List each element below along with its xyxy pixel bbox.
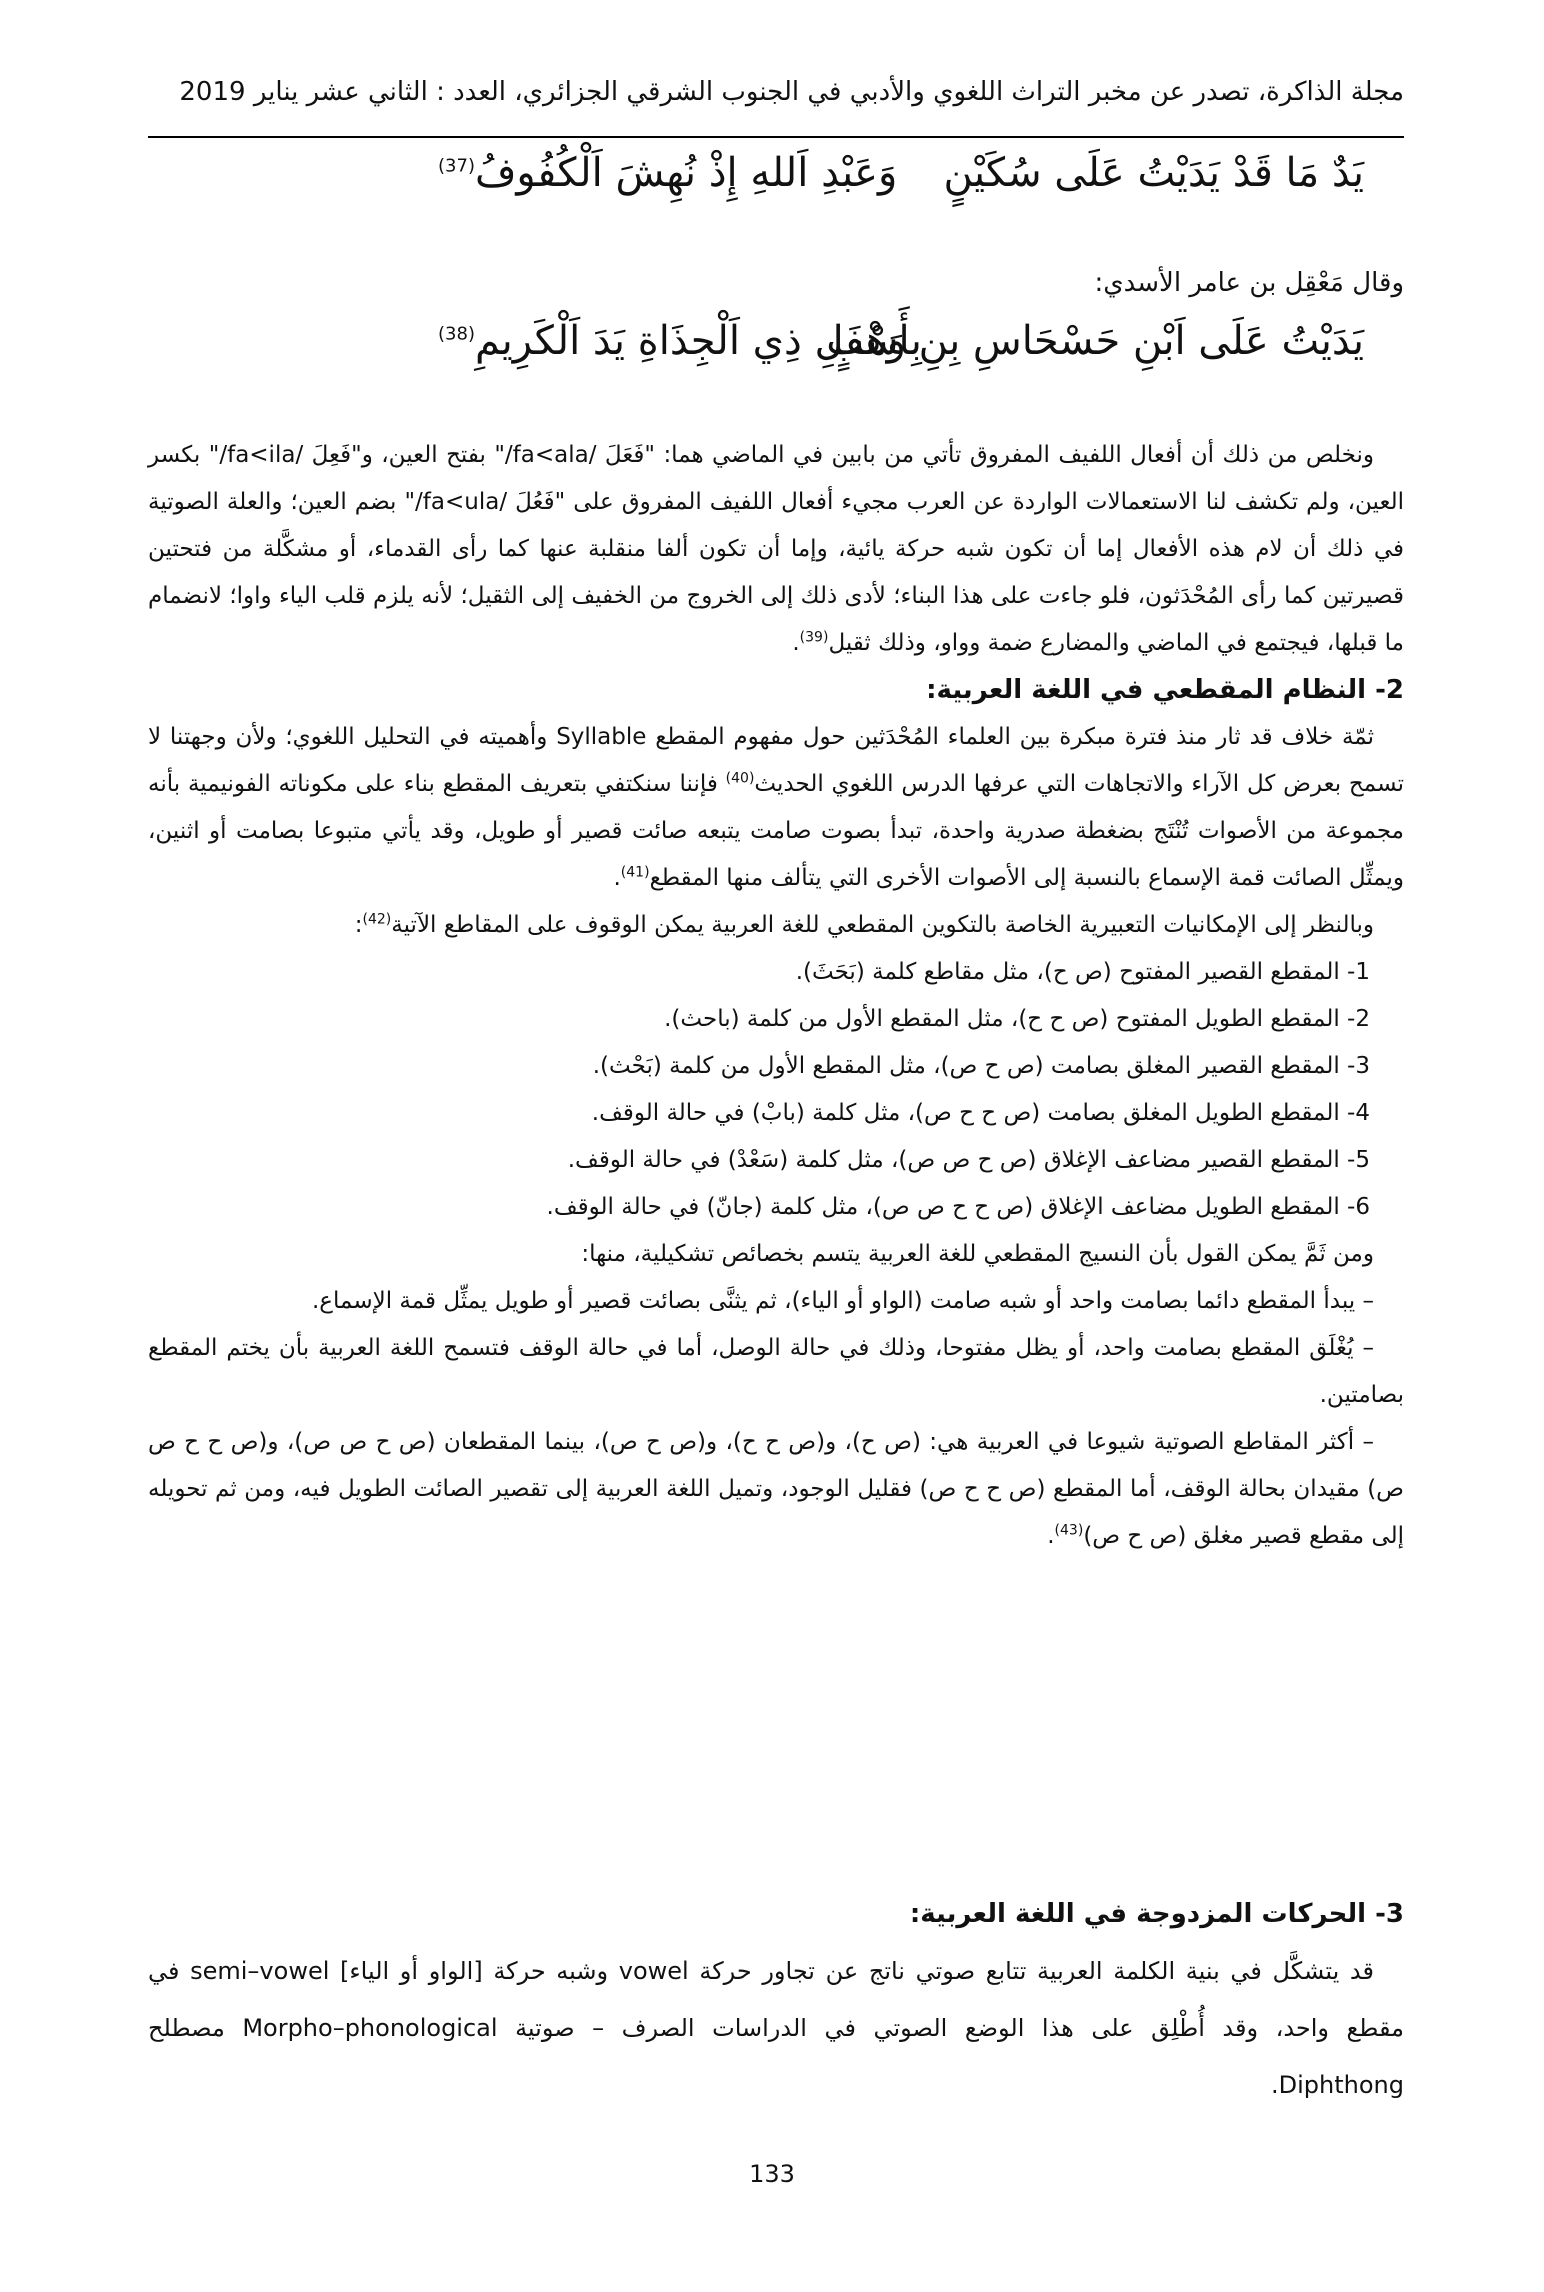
bullet-2: – يُغْلَق المقطع بصامت واحد، أو يظل مفتوحا، وذلك في حالة الوصل، أما في حالة الوقف فتسمح اللغة العربية بأن يختم المقطع بصامتين. bbox=[148, 1335, 1404, 1408]
section-3-heading: 3- الحركات المزدوجة في اللغة العربية: bbox=[909, 1899, 1404, 1929]
footnote-ref-41: (41) bbox=[620, 864, 650, 881]
syllable-type-3: 3- المقطع القصير المغلق بصامت (ص ح ص)، مثل المقطع الأول من كلمة (بَحْث). bbox=[592, 1053, 1370, 1079]
paragraph-1: ونخلص من ذلك أن أفعال اللفيف المفروق تأتي من بابين في الماضي هما: "فَعَلَ /fa<ala/" بفتح العين، و"فَعِلَ /fa<ila/" بكسر العين، ولم تكشف لنا الاستعمالات الواردة عن العرب مجيء أفعال اللفيف المفروق على "فَعُلَ /fa<ula/" بضم العين؛ والعلة الصوتية في ذلك أن لام هذه الأفعال إما أن تكون شبه حركة يائية، وإما أن تكون ألفا منقلبة عنها كما رأى القدماء، أو مشكَّلة من فتحتين قصيرتين كما رأى المُحْدَثون، فلو جاءت على هذا البناء؛ لأدى ذلك إلى الخروج من الخفيف إلى الثقيل؛ لأنه يلزم قلب الياء واوا؛ لانضمام ما قبلها، فيجتمع في الماضي والمضارع ضمة وواو، وذلك ثقيل$^{(39)}$. bbox=[148, 442, 1404, 656]
verse-1-second-hemistich bbox=[438, 150, 897, 196]
paragraph-4: ومن ثَمَّ يمكن القول بأن النسيج المقطعي للغة العربية يتسم بخصائص تشكيلية، منها: bbox=[581, 1241, 1374, 1267]
running-header: مجلة الذاكرة، تصدر عن مخبر التراث اللغوي والأدبي في الجنوب الشرقي الجزائري، العدد : الثاني عشر يناير 2019 bbox=[179, 77, 1404, 107]
main-body bbox=[148, 432, 1404, 1560]
footnote-ref-37: (37) bbox=[438, 155, 475, 177]
footnote-ref-38: (38) bbox=[438, 323, 475, 345]
footnote-ref-42: (42) bbox=[362, 911, 392, 928]
paragraph-2-text: ثمّة خلاف قد ثار منذ فترة مبكرة بين العلماء المُحْدَثين حول مفهوم المقطع Syllable وأهميته في التحليل اللغوي؛ ولأن وجهتنا لا تسمح بعرض كل الآراء والاتجاهات التي عرفها الدرس اللغوي الحديث bbox=[148, 724, 1404, 797]
verse-2-second-hemistich bbox=[438, 318, 922, 364]
verse-1-second-text: وَعَبْدِ اَللهِ إِذْ نُهِشَ اَلْكُفُوفُ bbox=[474, 150, 898, 196]
verse-1-first-hemistich: يَدٌ مَا قَدْ يَدَيْتُ عَلَى سُكَيْنٍ bbox=[943, 150, 1364, 196]
verse-1 bbox=[148, 150, 1404, 220]
syllable-type-1: 1- المقطع القصير المفتوح (ص ح)، مثل مقاطع كلمة (بَحَثَ). bbox=[795, 959, 1370, 985]
section-3 bbox=[148, 1886, 1404, 2114]
paragraph-3-text: وبالنظر إلى الإمكانيات التعبيرية الخاصة بالتكوين المقطعي للغة العربية يمكن الوقوف على المقاطع الآتية bbox=[391, 912, 1374, 938]
paragraph-1-text: ونخلص من ذلك أن أفعال اللفيف المفروق تأتي من بابين في الماضي هما: "فَعَلَ /fa<ala/" بفتح العين، و"فَعِلَ /fa<ila/" بكسر العين، ولم تكشف لنا الاستعمالات الواردة عن العرب مجيء أفعال اللفيف المفروق على "فَعُلَ /fa<ula/" بضم العين؛ والعلة الصوتية في ذلك أن لام هذه الأفعال إما أن تكون شبه حركة يائية، وإما أن تكون ألفا منقلبة عنها كما رأى القدماء، أو مشكَّلة من فتحتين قصيرتين كما رأى المُحْدَثون، فلو جاءت على هذا البناء؛ لأدى ذلك إلى الخروج من الخفيف إلى الثقيل؛ لأنه يلزم قلب الياء واوا؛ لانضمام ما قبلها، فيجتمع في الماضي والمضارع ضمة وواو، وذلك ثقيل bbox=[148, 442, 1404, 656]
syllable-type-2: 2- المقطع الطويل المفتوح (ص ح ح)، مثل المقطع الأول من كلمة (باحث). bbox=[664, 1006, 1370, 1032]
paragraph-5: قد يتشكَّل في بنية الكلمة العربية تتابع صوتي ناتج عن تجاور حركة vowel وشبه حركة [الواو أو الياء] semi–vowel في مقطع واحد، وقد أُطْلِق على هذا الوضع الصوتي في الدراسات الصرف – صوتية Morpho–phonological مصطلح Diphthong. bbox=[148, 1957, 1404, 2099]
paragraph-3: وبالنظر إلى الإمكانيات التعبيرية الخاصة بالتكوين المقطعي للغة العربية يمكن الوقوف على المقاطع الآتية$^{(42)}$: bbox=[354, 911, 1374, 938]
verse-2 bbox=[148, 318, 1404, 388]
paragraph-2-continued: فإننا سنكتفي بتعريف المقطع بناء على مكوناته الفونيمية بأنه مجموعة من الأصوات تُنْتَج بضغطة صدرية واحدة، تبدأ بصوت صامت يتبعه صائت قصير أو طويل، وقد يأتي متبوعا بصامت أو اثنين، ويمثِّل الصائت قمة الإسماع بالنسبة إلى الأصوات الأخرى التي يتألف منها المقطع bbox=[148, 771, 1404, 891]
paragraph-2: ثمّة خلاف قد ثار منذ فترة مبكرة بين العلماء المُحْدَثين حول مفهوم المقطع Syllable وأهميته في التحليل اللغوي؛ ولأن وجهتنا لا تسمح بعرض كل الآراء والاتجاهات التي عرفها الدرس اللغوي الحديث$^{(40)}$ فإننا سنكتفي بتعريف المقطع بناء على مكوناته الفونيمية بأنه مجموعة من الأصوات تُنْتَج بضغطة صدرية واحدة، تبدأ بصوت صامت يتبعه صائت قصير أو طويل، وقد يأتي متبوعا بصامت أو اثنين، ويمثِّل الصائت قمة الإسماع بالنسبة إلى الأصوات الأخرى التي يتألف منها المقطع$^{(41)}$. bbox=[148, 724, 1404, 891]
syllable-type-6: 6- المقطع الطويل مضاعف الإغلاق (ص ح ح ص ص)، مثل كلمة (جانّ) في حالة الوقف. bbox=[546, 1194, 1370, 1220]
footnote-ref-40: (40) bbox=[725, 770, 755, 787]
bullet-3: – أكثر المقاطع الصوتية شيوعا في العربية هي: (ص ح)، و(ص ح ح)، و(ص ح ص)، بينما المقطعان (ص ح ص ص)، و(ص ح ح ص ص) مقيدان بحالة الوقف، أما المقطع (ص ح ح ص) فقليل الوجود، وتميل اللغة العربية إلى تقصير الصائت الطويل فيه، ومن ثم تحويله إلى مقطع قصير مغلق (ص ح ص)$^{(43)}$. bbox=[148, 1429, 1404, 1549]
bullet-3-text: – أكثر المقاطع الصوتية شيوعا في العربية هي: (ص ح)، و(ص ح ح)، و(ص ح ص)، بينما المقطعان (ص ح ص ص)، و(ص ح ح ص ص) مقيدان بحالة الوقف، أما المقطع (ص ح ح ص) فقليل الوجود، وتميل اللغة العربية إلى تقصير الصائت الطويل فيه، ومن ثم تحويله إلى مقطع قصير مغلق (ص ح ص) bbox=[148, 1429, 1404, 1549]
footnote-ref-39: (39) bbox=[799, 629, 829, 646]
page-number: 133 bbox=[749, 2160, 795, 2188]
footnote-ref-43: (43) bbox=[1054, 1522, 1084, 1539]
verse-2-second-text: بِأَسْفَلِ ذِي اَلْجِذَاةِ يَدَ اَلْكَرِيمِ bbox=[474, 318, 922, 364]
bullet-1: – يبدأ المقطع دائما بصامت واحد أو شبه صامت (الواو أو الياء)، ثم يثنَّى بصائت قصير أو طويل يمثِّل قمة الإسماع. bbox=[311, 1288, 1374, 1314]
verse-intro: وقال مَعْقِل بن عامر الأسدي: bbox=[1094, 268, 1404, 298]
section-2-heading: 2- النظام المقطعي في اللغة العربية: bbox=[926, 675, 1404, 705]
syllable-type-4: 4- المقطع الطويل المغلق بصامت (ص ح ح ص)، مثل كلمة (بابْ) في حالة الوقف. bbox=[591, 1100, 1370, 1126]
verse-2-first-hemistich: يَدَيْتُ عَلَى اَبْنِ حَسْحَاسِ بِنِ وَهْبٍ bbox=[826, 318, 1364, 364]
header-rule bbox=[148, 136, 1404, 138]
syllable-type-5: 5- المقطع القصير مضاعف الإغلاق (ص ح ص ص)، مثل كلمة (سَعْدْ) في حالة الوقف. bbox=[567, 1147, 1370, 1173]
